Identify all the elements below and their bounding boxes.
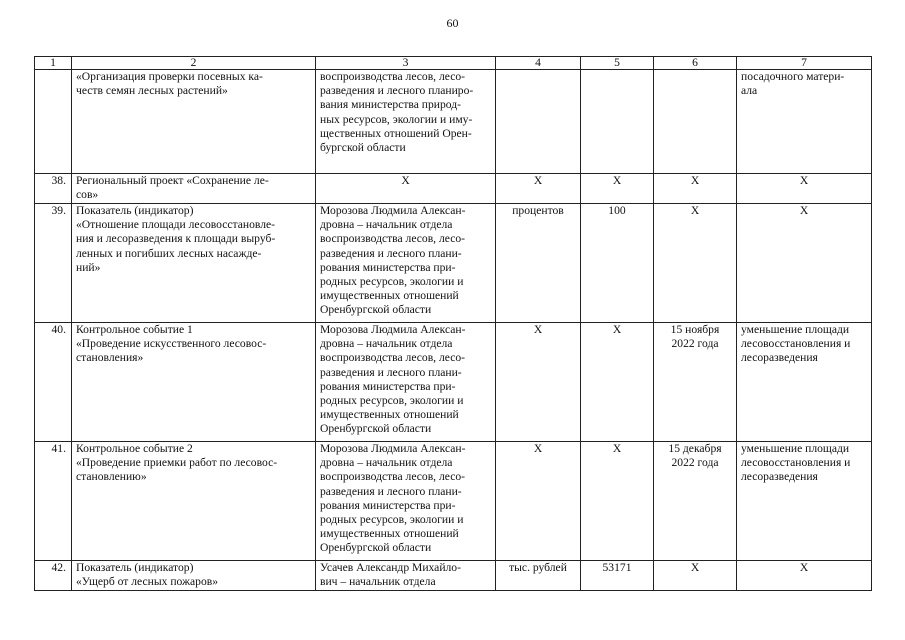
row-name: Региональный проект «Сохранение ле- сов» — [72, 174, 316, 204]
row-number: 39. — [35, 204, 72, 323]
column-header: 4 — [496, 57, 581, 70]
row-unit: Х — [496, 442, 581, 561]
column-header: 7 — [737, 57, 872, 70]
table-row — [35, 323, 872, 442]
row-number — [35, 70, 72, 174]
column-header: 3 — [316, 57, 496, 70]
page-number: 60 — [446, 16, 459, 30]
row-number: 41. — [35, 442, 72, 561]
row-result: Х — [737, 204, 872, 323]
row-name: Показатель (индикатор) «Отношение площади лесовосстановле- ния и лесоразведения к площади выруб- ленных и погибших лесных насажде- ний» — [72, 204, 316, 323]
row-responsible: Х — [316, 174, 496, 204]
row-number: 40. — [35, 323, 72, 442]
row-unit: Х — [496, 323, 581, 442]
table-row — [35, 204, 872, 323]
row-number: 42. — [35, 561, 72, 591]
row-date: Х — [654, 174, 737, 204]
row-date: 15 декабря 2022 года — [654, 442, 737, 561]
row-result: Х — [737, 174, 872, 204]
row-unit — [496, 70, 581, 174]
row-result: Х — [737, 561, 872, 591]
row-value: Х — [581, 174, 654, 204]
row-name: Контрольное событие 2 «Проведение приемки работ по лесовос- становлению» — [72, 442, 316, 561]
column-header: 1 — [35, 57, 72, 70]
table-row — [35, 70, 872, 174]
row-result: уменьшение площади лесовосстановления и лесоразведения — [737, 323, 872, 442]
row-value: 53171 — [581, 561, 654, 591]
row-responsible: воспроизводства лесов, лесо- разведения и лесного планиро- вания министерства природ- ных ресурсов, экологии и иму- щественных отношений Орен- бургской области — [316, 70, 496, 174]
table-row — [35, 174, 872, 204]
row-value: 100 — [581, 204, 654, 323]
row-date: Х — [654, 204, 737, 323]
row-value: Х — [581, 442, 654, 561]
row-date — [654, 70, 737, 174]
row-value: Х — [581, 323, 654, 442]
row-responsible: Усачев Александр Михайло- вич – начальник отдела — [316, 561, 496, 591]
table-row — [35, 561, 872, 591]
row-name: «Организация проверки посевных ка- честв семян лесных растений» — [72, 70, 316, 174]
row-number: 38. — [35, 174, 72, 204]
row-value — [581, 70, 654, 174]
row-responsible: Морозова Людмила Алексан- дровна – начальник отдела воспроизводства лесов, лесо- разведения и лесного плани- рования министерства при- родных ресурсов, экологии и имущественных отношений Оренбургской области — [316, 323, 496, 442]
row-responsible: Морозова Людмила Алексан- дровна – начальник отдела воспроизводства лесов, лесо- разведения и лесного плани- рования министерства при- родных ресурсов, экологии и имущественных отношений Оренбургской области — [316, 442, 496, 561]
column-header: 2 — [72, 57, 316, 70]
row-unit: тыс. рублей — [496, 561, 581, 591]
column-header: 5 — [581, 57, 654, 70]
row-date: Х — [654, 561, 737, 591]
row-unit: Х — [496, 174, 581, 204]
row-name: Показатель (индикатор) «Ущерб от лесных пожаров» — [72, 561, 316, 591]
row-unit: процентов — [496, 204, 581, 323]
row-result: посадочного матери- ала — [737, 70, 872, 174]
row-result: уменьшение площади лесовосстановления и лесоразведения — [737, 442, 872, 561]
measures-table — [34, 56, 872, 591]
table-header-row — [35, 57, 872, 70]
row-responsible: Морозова Людмила Алексан- дровна – начальник отдела воспроизводства лесов, лесо- разведения и лесного плани- рования министерства при- родных ресурсов, экологии и имущественных отношений Оренбургской области — [316, 204, 496, 323]
column-header: 6 — [654, 57, 737, 70]
row-name: Контрольное событие 1 «Проведение искусственного лесовос- становления» — [72, 323, 316, 442]
table-row — [35, 442, 872, 561]
row-date: 15 ноября 2022 года — [654, 323, 737, 442]
